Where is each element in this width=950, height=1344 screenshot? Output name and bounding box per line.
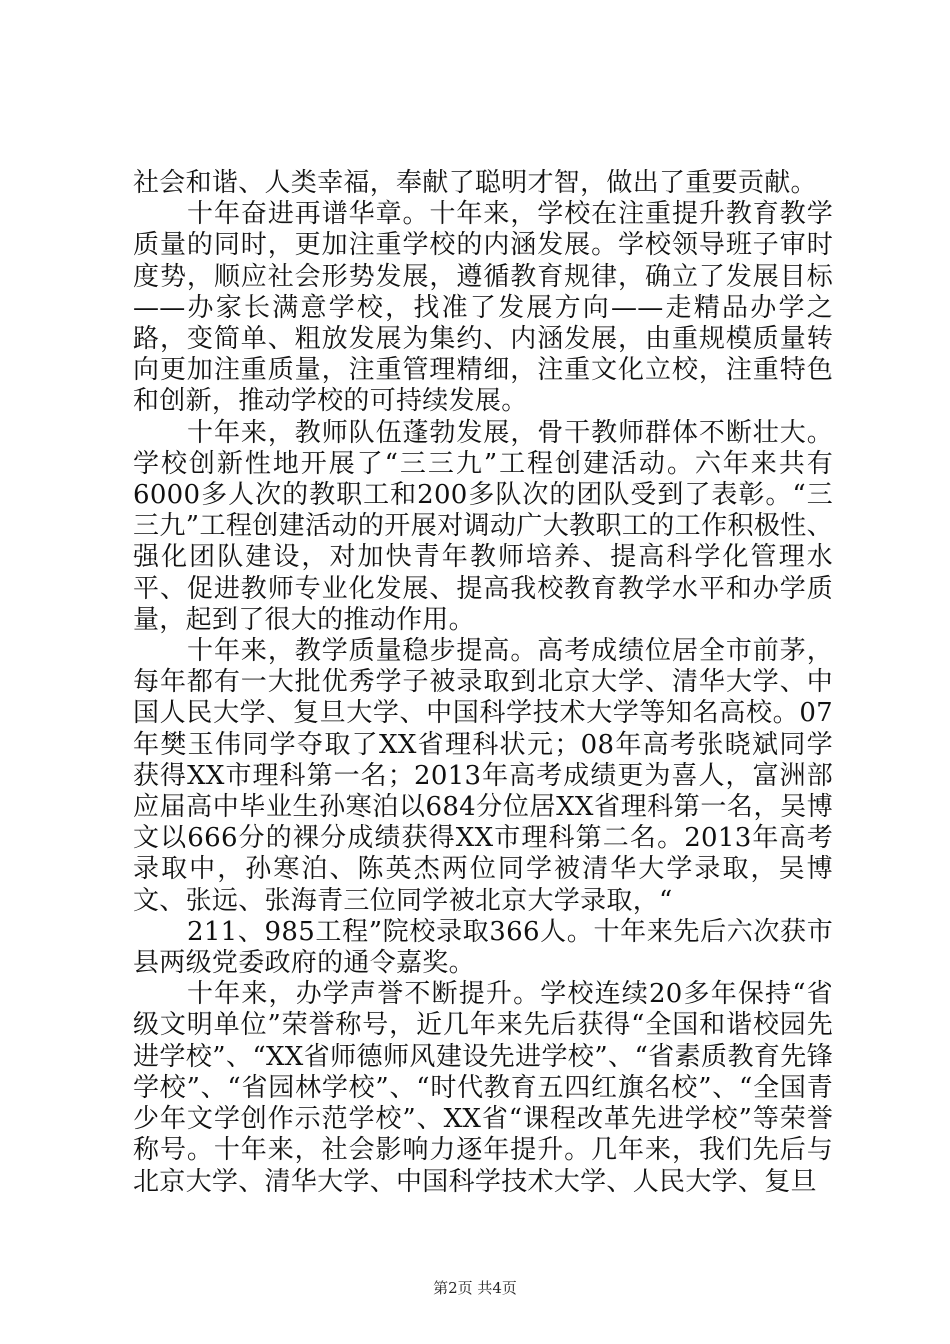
paragraph-teachers: 十年来，教师队伍蓬勃发展，骨干教师群体不断壮大。学校创新性地开展了“三三九”工程创建活动。六年来共有6000多人次的教职工和200多队次的团队受到了表彰。“三三九”工程创建活动的开展对调动广大教职工的工作积极性、强化团队建设，对加快青年教师培养、提高科学化管理水平、促进教师专业化发展、提高我校教育教学水平和办学质量，起到了很大的推动作用。 (133, 417, 833, 635)
paragraph-teaching-quality: 十年来，教学质量稳步提高。高考成绩位居全市前茅，每年都有一大批优秀学子被录取到北京大学、清华大学、中国人民大学、复旦大学、中国科学技术大学等知名高校。07年樊玉伟同学夺取了XX省理科状元；08年高考张晓斌同学获得XX市理科第一名；2013年高考成绩更为喜人，富洲部应届高中毕业生孙寒泊以684分位居XX省理科第一名，吴博文以666分的裸分成绩获得XX市理科第二名。2013年高考录取中，孙寒泊、陈英杰两位同学被清华大学录取，吴博文、张远、张海青三位同学被北京大学录取，“ (133, 636, 833, 916)
paragraph-development: 十年奋进再谱华章。十年来，学校在注重提升教育教学质量的同时，更加注重学校的内涵发展。学校领导班子审时度势，顺应社会形势发展，遵循教育规律，确立了发展目标——办家长满意学校，找准了发展方向——走精品办学之路，变简单、粗放发展为集约、内涵发展，由重规模质量转向更加注重质量，注重管理精细，注重文化立校，注重特色和创新，推动学校的可持续发展。 (133, 199, 833, 417)
page-footer: 第2页 共4页 (433, 1279, 517, 1297)
paragraph-reputation: 十年来，办学声誉不断提升。学校连续20多年保持“省级文明单位”荣誉称号，近几年来先后获得“全国和谐校园先进学校”、“XX省师德师风建设先进学校”、“省素质教育先锋学校”、“省园林学校”、“时代教育五四红旗名校”、“全国青少年文学创作示范学校”、XX省“课程改革先进学校”等荣誉称号。十年来，社会影响力逐年提升。几年来，我们先后与北京大学、清华大学、中国科学技术大学、人民大学、复旦 (133, 979, 833, 1197)
paragraph-admissions: 211、985工程”院校录取366人。十年来先后六次获市县两级党委政府的通令嘉奖。 (133, 916, 833, 979)
document-body (133, 168, 833, 1198)
paragraph-continuation: 社会和谐、人类幸福，奉献了聪明才智，做出了重要贡献。 (133, 168, 817, 198)
